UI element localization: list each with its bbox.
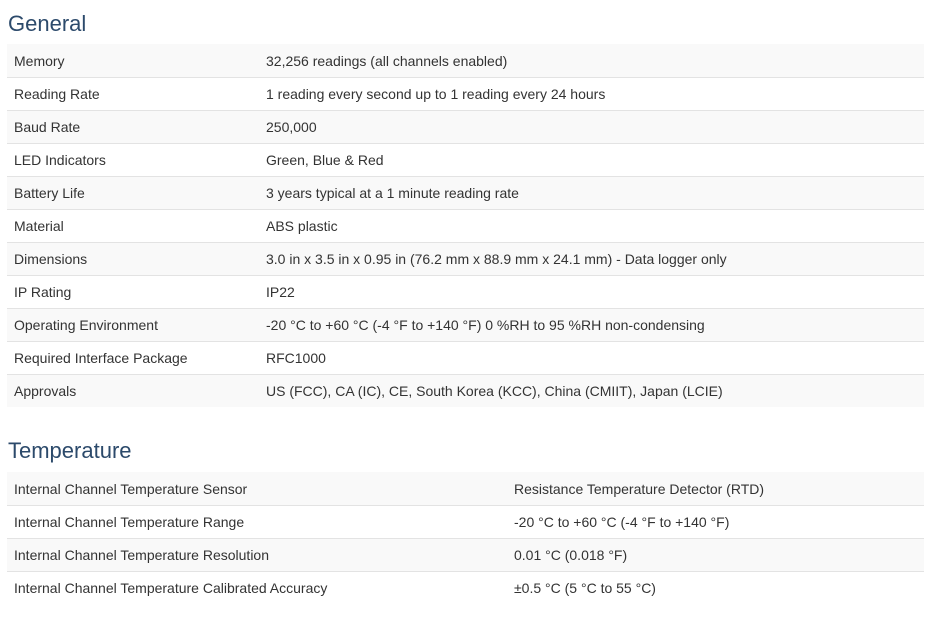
spec-value: 3 years typical at a 1 minute reading rate: [266, 185, 519, 201]
spec-label: Battery Life: [14, 185, 85, 201]
spec-value: Green, Blue & Red: [266, 152, 384, 168]
spec-value: Resistance Temperature Detector (RTD): [514, 480, 765, 497]
temperature-heading: Temperature: [8, 438, 132, 463]
spec-label: Approvals: [14, 383, 77, 399]
temperature-section: [0, 437, 932, 604]
spec-row-baud-rate: [7, 110, 924, 143]
spec-row-led-indicators: [7, 143, 924, 176]
spec-label: Operating Environment: [14, 317, 158, 333]
spec-row-operating-environment: [7, 308, 924, 341]
spec-row-battery-life: [7, 176, 924, 209]
spec-label: Internal Channel Temperature Resolution: [14, 547, 270, 563]
spec-row-temperature-sensor: [7, 472, 924, 505]
spec-row-approvals: [7, 374, 924, 407]
spec-value: ±0.5 °C (5 °C to 55 °C): [514, 580, 656, 596]
spec-label: Memory: [14, 52, 65, 69]
spec-row-memory: [7, 44, 924, 77]
spec-value: -20 °C to +60 °C (-4 °F to +140 °F) 0 %RH to 95 %RH non-condensing: [266, 317, 705, 333]
spec-value: ABS plastic: [266, 218, 338, 234]
spec-row-reading-rate: [7, 77, 924, 110]
spec-value: IP22: [266, 284, 295, 300]
spec-label: Reading Rate: [14, 86, 100, 102]
spec-row-required-interface-package: [7, 341, 924, 374]
spec-value: 250,000: [266, 119, 317, 135]
spec-label: Baud Rate: [14, 119, 81, 135]
general-heading: General: [8, 11, 87, 36]
spec-value: -20 °C to +60 °C (-4 °F to +140 °F): [514, 514, 730, 530]
spec-label: Material: [14, 218, 64, 234]
spec-value: US (FCC), CA (IC), CE, South Korea (KCC), China (CMIIT), Japan (LCIE): [266, 383, 723, 399]
spec-row-temperature-range: [7, 505, 924, 538]
spec-label: Internal Channel Temperature Calibrated Accuracy: [14, 580, 328, 596]
temperature-spec-table: [7, 472, 924, 604]
general-spec-table: [7, 44, 924, 407]
spec-label: Internal Channel Temperature Range: [14, 514, 245, 530]
spec-label: IP Rating: [14, 284, 72, 300]
spec-value: RFC1000: [266, 350, 326, 366]
spec-value: 32,256 readings (all channels enabled): [266, 52, 508, 69]
spec-value: 1 reading every second up to 1 reading every 24 hours: [266, 86, 606, 102]
spec-row-temperature-resolution: [7, 538, 924, 571]
spec-row-ip-rating: [7, 275, 924, 308]
spec-label: Dimensions: [14, 251, 88, 267]
spec-label: Required Interface Package: [14, 350, 188, 366]
spec-row-temperature-accuracy: [7, 571, 924, 604]
spec-label: LED Indicators: [14, 152, 106, 168]
spec-row-dimensions: [7, 242, 924, 275]
spec-value: 3.0 in x 3.5 in x 0.95 in (76.2 mm x 88.9 mm x 24.1 mm) - Data logger only: [266, 251, 727, 267]
spec-value: 0.01 °C (0.018 °F): [514, 547, 628, 563]
spec-row-material: [7, 209, 924, 242]
spec-label: Internal Channel Temperature Sensor: [14, 480, 248, 497]
